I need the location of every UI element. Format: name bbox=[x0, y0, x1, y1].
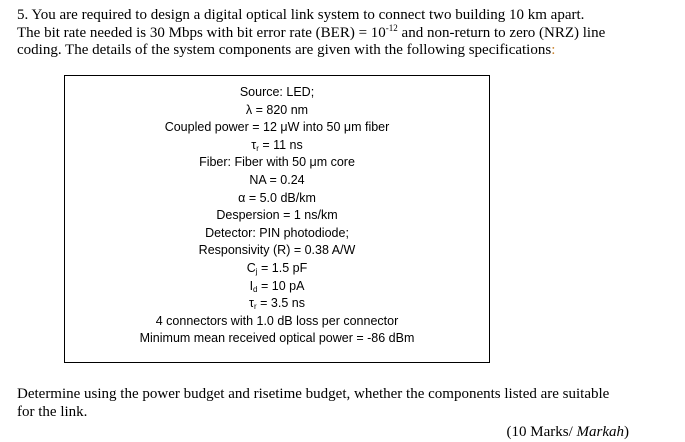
spec-responsivity: Responsivity (R) = 0.38 A/W bbox=[198, 243, 356, 258]
spec-min-received-power: Minimum mean received optical power = -86 dBm bbox=[139, 331, 415, 346]
spec-detector-rise-time bbox=[65, 295, 489, 313]
specifications-box bbox=[64, 75, 490, 363]
cj-symbol: C bbox=[246, 260, 256, 275]
specifications-list bbox=[65, 84, 489, 348]
spec-detector: Detector: PIN photodiode; bbox=[205, 225, 349, 240]
question-line-1: Determine using the power budget and risetime budget, whether the components listed are suitable bbox=[17, 386, 610, 402]
intro-line-2-tail: and non-return to zero (NRZ) line bbox=[397, 24, 606, 41]
spec-fiber: Fiber: Fiber with 50 μm core bbox=[199, 155, 355, 170]
id-symbol: I bbox=[249, 278, 254, 293]
marks-suffix: ) bbox=[624, 424, 629, 440]
tau-symbol: τ bbox=[249, 296, 254, 311]
spec-attenuation: α = 5.0 dB/km bbox=[238, 190, 316, 205]
question-intro bbox=[17, 7, 672, 60]
tau-symbol: τ bbox=[251, 137, 257, 152]
ber-exponent: -12 bbox=[385, 22, 398, 33]
spec-source: Source: LED; bbox=[239, 85, 315, 99]
question-task bbox=[17, 386, 672, 421]
id-value: = 10 pA bbox=[257, 278, 305, 293]
intro-line-2-text: The bit rate needed is 30 Mbps with bit error rate (BER) = 10 bbox=[17, 24, 386, 41]
intro-line-1: 5. You are required to design a digital optical link system to connect two building 10 km apart. bbox=[17, 7, 585, 23]
spec-dispersion: Despersion = 1 ns/km bbox=[216, 208, 338, 223]
id-subscript: d bbox=[253, 284, 258, 294]
intro-line-3-colon: : bbox=[551, 42, 556, 58]
spec-wavelength: λ = 820 nm bbox=[245, 102, 309, 117]
intro-line-3 bbox=[17, 42, 672, 60]
intro-line-3-text: coding. The details of the system components are given with the following specifications bbox=[17, 42, 552, 58]
led-rise-time-value: = 11 ns bbox=[258, 137, 303, 152]
spec-junction-capacitance bbox=[65, 260, 489, 278]
detector-rise-time-value: = 3.5 ns bbox=[256, 296, 305, 311]
spec-led-rise-time bbox=[65, 137, 489, 155]
cj-subscript: j bbox=[255, 266, 258, 276]
marks-prefix: (10 Marks/ bbox=[506, 424, 577, 440]
spec-connectors: 4 connectors with 1.0 dB loss per connector bbox=[155, 313, 399, 328]
intro-line-2 bbox=[17, 22, 672, 43]
cj-value: = 1.5 pF bbox=[257, 260, 308, 275]
spec-coupled-power: Coupled power = 12 μW into 50 μm fiber bbox=[164, 120, 390, 135]
spec-numerical-aperture: NA = 0.24 bbox=[249, 172, 305, 187]
marks-label bbox=[507, 424, 630, 442]
spec-dark-current bbox=[65, 278, 489, 296]
marks-italic: Markah bbox=[576, 424, 624, 440]
tau-subscript: r bbox=[253, 302, 257, 312]
question-line-2: for the link. bbox=[17, 403, 88, 420]
tau-subscript: r bbox=[256, 143, 259, 153]
